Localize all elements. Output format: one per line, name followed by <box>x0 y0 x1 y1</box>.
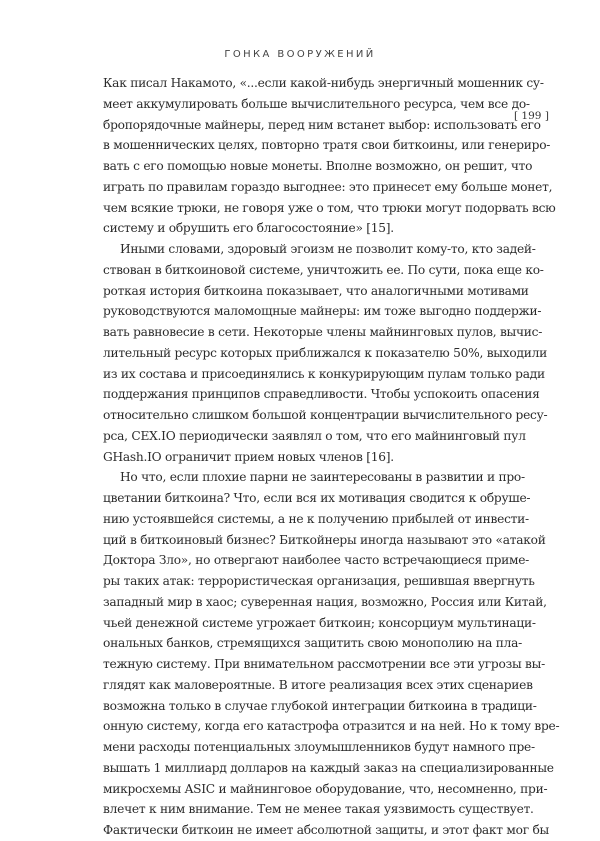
text-line: Фактически биткоин не имеет абсолютной защиты, и этот факт мог бы <box>103 823 550 837</box>
text-line: в мошеннических целях, повторно тратя свои биткоины, или генериро- <box>103 138 551 153</box>
text-line: вать равновесие в сети. Некоторые члены майнинговых пулов, вычис- <box>103 325 543 339</box>
text-line: систему и обрушить его благосостояние» [15]. <box>103 221 394 236</box>
text-line: возможна только в случае глубокой интеграции биткоина в традици- <box>103 698 537 713</box>
text-line: вать с его помощью новые монеты. Вполне возможно, он решит, что <box>103 159 533 173</box>
text-line: лительный ресурс которых приближался к показателю 50%, выходили <box>103 345 547 360</box>
text-line: относительно слишком большой концентрации вычислительного ресу- <box>103 408 548 422</box>
text-line: вышать 1 миллиард долларов на каждый заказ на специализированные <box>103 760 554 775</box>
text-line: из их состава и присоединялись к конкурирующим пулам только ради <box>103 366 545 381</box>
text-line: мени расходы потенциальных злоумышленников будут намного пре- <box>103 740 535 754</box>
text-line: микросхемы ASIC и майнинговое оборудование, что, несомненно, при- <box>103 781 548 796</box>
text-line: Иными словами, здоровый эгоизм не позволит кому-то, кто задей- <box>120 242 536 256</box>
text-line: нию устоявшейся системы, а не к получению прибылей от инвести- <box>103 511 529 526</box>
text-line: онную систему, когда его катастрофа отразится и на ней. Но к тому вре- <box>103 719 560 734</box>
text-line: чьей денежной системе угрожает биткоин; консорциум мультинаци- <box>103 615 536 630</box>
text-line: глядят как маловероятные. В итоге реализация всех этих сценариев <box>103 677 533 692</box>
page-number: [ 199 ] <box>514 110 549 122</box>
text-line: ций в биткоиновый бизнес? Биткойнеры иногда называют это «атакой <box>103 532 546 547</box>
text-line: цветании биткоина? Что, если вся их мотивация сводится к обруше- <box>103 491 531 505</box>
text-line: ствован в биткоиновой системе, уничтожить ее. По сути, пока еще ко- <box>103 262 544 277</box>
text-line: западный мир в хаос; суверенная нация, возможно, Россия или Китай, <box>103 594 547 609</box>
text-line: тежную систему. При внимательном рассмотрении все эти угрозы вы- <box>103 657 545 671</box>
text-line: Но что, если плохие парни не заинтересованы в развитии и про- <box>120 470 525 485</box>
text-line: ональных банков, стремящихся защитить свою монополию на пла- <box>103 636 523 651</box>
text-line: бропорядочные майнеры, перед ним встанет выбор: использовать его <box>103 117 541 132</box>
text-line: играть по правилам гораздо выгоднее: это принесет ему больше монет, <box>103 179 553 194</box>
text-line: ры таких атак: террористическая организация, решившая ввергнуть <box>103 574 535 588</box>
text-line: меет аккумулировать больше вычислительного ресурса, чем все до- <box>103 96 530 111</box>
text-line: влечет к ним внимание. Тем не менее такая уязвимость существует. <box>103 802 534 817</box>
text-line: рса, CEX.IO периодически заявлял о том, что его майнинговый пул <box>103 428 526 443</box>
text-line: Доктора Зло», но отвергают наиболее часто встречающиеся приме- <box>103 553 530 568</box>
text-line: роткая история биткоина показывает, что аналогичными мотивами <box>103 283 529 298</box>
text-line: чем всякие трюки, не говоря уже о том, что трюки могут подорвать всю <box>103 200 556 215</box>
text-line: поддержания принципов справедливости. Чтобы успокоить опасения <box>103 387 540 402</box>
text-line: Как писал Накамото, «...если какой-нибудь энергичный мошенник су- <box>103 76 544 90</box>
running-head-title: ГОНКА ВООРУЖЕНИЙ <box>224 49 376 60</box>
text-line: руководствуются маломощные майнеры: им тоже выгодно поддержи- <box>103 304 542 319</box>
text-line: GHash.IO ограничит прием новых членов [16]. <box>103 449 394 464</box>
